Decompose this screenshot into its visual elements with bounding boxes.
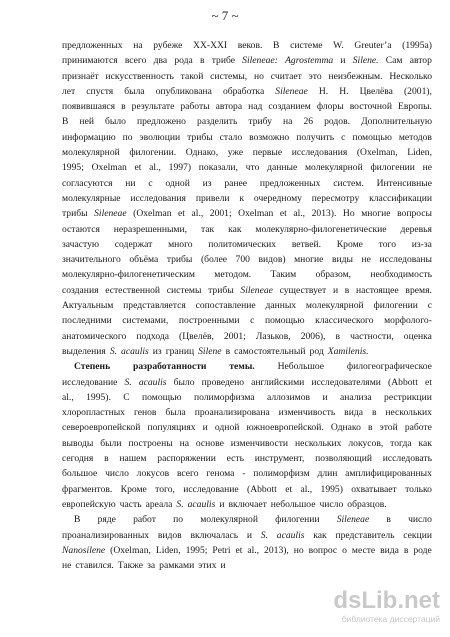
text-line: хлоропластных генов была проанализирована изменчивость вида в нескольких: [62, 407, 432, 419]
text-line: последними системами, построенными с помощью классического морфолого-: [62, 315, 432, 327]
text-line: североевропейской популяциях и одной южноевропейской. Однако в этой работе: [62, 422, 432, 434]
text-line: проанализированных видов включалась и S. acaulis как представитель секции: [62, 529, 432, 541]
text-line: появившаяся в результате работы автора над созданием флоры восточной Европы.: [62, 101, 432, 113]
text-line: анатомического подхода (Цвелёв, 2001; Лазьков, 2006), в частности, оценка: [62, 330, 432, 342]
text-line: зачастую содержат много политомических ветвей. Кроме того из-за: [62, 238, 432, 250]
text-line: предложенных на рубеже XX-XXI веков. В системе W. Greuter’a (1995a): [62, 40, 432, 51]
text-line: В ряде работ по молекулярной филогении Sileneae в число: [74, 514, 432, 526]
text-line: создания естественной системы трибы Sileneae существует и в настоящее время.: [62, 284, 432, 296]
text-line: молекулярной филогении. Однако, уже первые исследования (Oxelman, Liden,: [62, 147, 432, 159]
text-line: не ставился. Также за рамками этих и: [62, 560, 226, 572]
text-line: Степень разработанности темы. Небольшое филогеографическое: [74, 361, 432, 373]
text-line: молекулярно-филогенетическим методом. Таким образом, необходимость: [62, 269, 432, 281]
watermark: [322, 587, 440, 627]
text-line: признаёт искусственность такой системы, но считает это неизбежным. Несколько: [62, 70, 432, 82]
text-line: В ней было предложено разделить трибу на 26 родов. Дополнительную: [62, 116, 432, 128]
text-line: молекулярные исследования привели к очередному пересмотру классификации: [62, 192, 432, 204]
page-number: ~ 7 ~: [211, 8, 239, 23]
text-line: Nanosilene (Oxelman, Liden, 1995; Petri et al., 2013), но вопрос о месте вида в роде: [62, 544, 432, 556]
body-text: [62, 38, 432, 573]
text-line: 1995; Oxelman et al., 1997) показали, что данные молекулярной филогении не: [62, 162, 432, 174]
text-line: трибы Sileneae (Oxelman et al., 2001; Oxelman et al., 2013). Но многие вопросы: [62, 208, 432, 220]
text-line: выводы были построены на основе изменчивости нескольких локусов, тогда как: [62, 437, 432, 449]
text-line: фрагментов. Кроме того, исследование (Abbott et al., 1995) охватывает только: [62, 483, 432, 495]
text-line: принимаются всего два рода в трибе Sileneae: Agrostemma и Silene. Сам автор: [62, 55, 432, 67]
text-line: значительного объёма трибы (более 700 видов) многие виды не исследованы: [62, 254, 432, 266]
watermark-logo: dsLib.net: [333, 587, 440, 614]
watermark-subtitle: библиотека диссертаций: [341, 614, 440, 624]
text-line: исследование S. acaulis было проведено английскими исследователями (Abbott et: [62, 376, 432, 388]
text-line: остаются неразрешенными, так как молекулярно-филогенетические деревья: [62, 223, 432, 235]
text-line: выделения S. acaulis из границ Silene в самостоятельный род Xamilenis.: [62, 345, 369, 357]
text-line: Актуальным представляется сопоставление данных молекулярной филогении с: [62, 300, 432, 312]
text-line: лет спустя была опубликована обработка Sileneae Н. Н. Цвелёва (2001),: [62, 85, 432, 97]
text-line: европейскую часть ареала S. acaulis и включает небольшое число образцов.: [62, 498, 387, 510]
text-line: информацию по эволюции трибы стало возможно получить с помощью методов: [62, 131, 432, 143]
text-line: большое число локусов всего генома - полиморфизм длин амплифицированных: [62, 468, 432, 480]
text-line: al., 1995). С помощью полиморфизма аллозимов и анализа рестрикции: [62, 391, 432, 403]
text-line: сегодня в нашем распоряжении есть инструмент, позволяющий исследовать: [62, 453, 432, 465]
text-line: согласуются ни с одной из ранее предложенных систем. Интенсивные: [62, 177, 432, 189]
